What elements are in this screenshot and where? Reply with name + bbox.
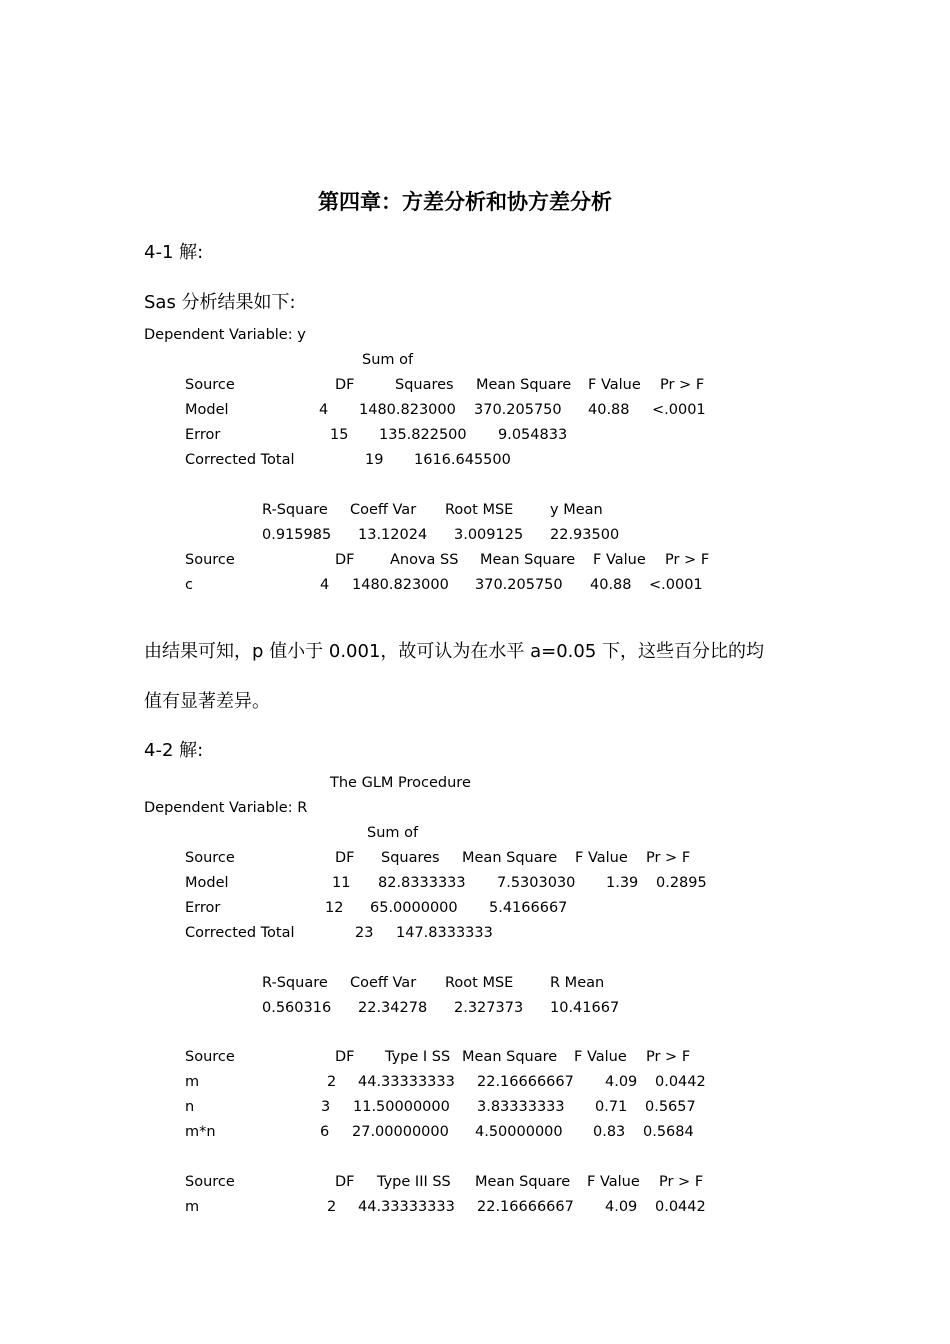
t1-col-source: Source bbox=[185, 1049, 235, 1065]
col-source-2: Source bbox=[185, 850, 235, 866]
t1-row-source: n bbox=[185, 1099, 195, 1115]
page-title: 第四章：方差分析和协方差分析 bbox=[318, 190, 612, 214]
t1-row-p: 0.5684 bbox=[643, 1124, 694, 1140]
sum-of-label: Sum of bbox=[362, 352, 414, 368]
t1-row-df: 6 bbox=[320, 1124, 330, 1140]
t1-row-ms: 4.50000000 bbox=[475, 1124, 563, 1140]
fit-root-mse-value: 3.009125 bbox=[454, 527, 524, 543]
t1-col-df: DF bbox=[335, 1049, 355, 1065]
t3-col-source: Source bbox=[185, 1174, 235, 1190]
t3-row-df: 2 bbox=[327, 1199, 337, 1215]
row-error-ms: 9.054833 bbox=[498, 427, 568, 443]
t1-col-p: Pr > F bbox=[646, 1049, 691, 1065]
row-model-ss-2: 82.8333333 bbox=[378, 875, 466, 891]
conclusion-line-1: 由结果可知，p 值小于 0.001，故可认为在水平 a=0.05 下，这些百分比的均 bbox=[144, 641, 765, 662]
col-mean-square: Mean Square bbox=[476, 377, 572, 393]
fit-root-mse-label-2: Root MSE bbox=[445, 975, 514, 991]
t1-row-f: 4.09 bbox=[605, 1074, 638, 1090]
col-squares: Squares bbox=[395, 377, 454, 393]
fit-r-square-value: 0.915985 bbox=[262, 527, 332, 543]
t3-col-p: Pr > F bbox=[659, 1174, 704, 1190]
row-model-df-2: 11 bbox=[332, 875, 351, 891]
t1-row-f: 0.71 bbox=[595, 1099, 628, 1115]
t1-col-ss: Type I SS bbox=[385, 1049, 451, 1065]
t3-row-ss: 44.33333333 bbox=[358, 1199, 455, 1215]
t1-row-ms: 3.83333333 bbox=[477, 1099, 565, 1115]
sum-of-label-2: Sum of bbox=[367, 825, 419, 841]
row-model-ms: 370.205750 bbox=[474, 402, 562, 418]
row-total-ss: 1616.645500 bbox=[414, 452, 511, 468]
ss-col-source: Source bbox=[185, 552, 235, 568]
ss-row-p: <.0001 bbox=[649, 577, 703, 593]
col-pr-f: Pr > F bbox=[660, 377, 705, 393]
t1-row-df: 2 bbox=[327, 1074, 337, 1090]
col-mean-square-2: Mean Square bbox=[462, 850, 558, 866]
t1-col-f: F Value bbox=[574, 1049, 627, 1065]
row-model-f: 40.88 bbox=[588, 402, 630, 418]
col-df: DF bbox=[335, 377, 355, 393]
row-model-df: 4 bbox=[319, 402, 329, 418]
t3-row-p: 0.0442 bbox=[655, 1199, 706, 1215]
t1-row-df: 3 bbox=[321, 1099, 331, 1115]
row-total-df: 19 bbox=[365, 452, 384, 468]
fit-coeff-var-label: Coeff Var bbox=[350, 502, 417, 518]
fit-r-square-value-2: 0.560316 bbox=[262, 1000, 332, 1016]
t3-col-ms: Mean Square bbox=[475, 1174, 571, 1190]
ss-col-anova-ss: Anova SS bbox=[390, 552, 459, 568]
row-model-ss: 1480.823000 bbox=[359, 402, 456, 418]
ss-row-df: 4 bbox=[320, 577, 330, 593]
t1-row-ss: 44.33333333 bbox=[358, 1074, 455, 1090]
dependent-variable-label-2: Dependent Variable: R bbox=[144, 800, 308, 816]
t3-col-f: F Value bbox=[587, 1174, 640, 1190]
col-f-value-2: F Value bbox=[575, 850, 628, 866]
row-model-f-2: 1.39 bbox=[606, 875, 639, 891]
ss-col-mean-square: Mean Square bbox=[480, 552, 576, 568]
t1-row-ss: 11.50000000 bbox=[353, 1099, 450, 1115]
fit-coeff-var-value-2: 22.34278 bbox=[358, 1000, 428, 1016]
t3-col-df: DF bbox=[335, 1174, 355, 1190]
col-source: Source bbox=[185, 377, 235, 393]
t1-row-p: 0.0442 bbox=[655, 1074, 706, 1090]
t3-row-f: 4.09 bbox=[605, 1199, 638, 1215]
section-heading-4-2: 4-2 解: bbox=[144, 740, 204, 761]
t1-row-source: m*n bbox=[185, 1124, 216, 1140]
row-total-source: Corrected Total bbox=[185, 452, 295, 468]
fit-r-square-label-2: R-Square bbox=[262, 975, 328, 991]
ss-row-ms: 370.205750 bbox=[475, 577, 563, 593]
conclusion-line-2: 值有显著差异。 bbox=[144, 691, 270, 712]
row-model-source-2: Model bbox=[185, 875, 229, 891]
col-df-2: DF bbox=[335, 850, 355, 866]
t1-row-p: 0.5657 bbox=[645, 1099, 696, 1115]
ss-row-source: c bbox=[185, 577, 193, 593]
row-model-source: Model bbox=[185, 402, 229, 418]
ss-col-pr-f: Pr > F bbox=[665, 552, 710, 568]
t1-row-ss: 27.00000000 bbox=[352, 1124, 449, 1140]
fit-mean-label: y Mean bbox=[550, 502, 603, 518]
row-error-ss: 135.822500 bbox=[379, 427, 467, 443]
t3-row-ms: 22.16666667 bbox=[477, 1199, 574, 1215]
col-squares-2: Squares bbox=[381, 850, 440, 866]
ss-row-f: 40.88 bbox=[590, 577, 632, 593]
row-error-df: 15 bbox=[330, 427, 349, 443]
t1-row-source: m bbox=[185, 1074, 200, 1090]
row-error-ss-2: 65.0000000 bbox=[370, 900, 458, 916]
col-f-value: F Value bbox=[588, 377, 641, 393]
ss-row-ss: 1480.823000 bbox=[352, 577, 449, 593]
fit-root-mse-label: Root MSE bbox=[445, 502, 514, 518]
row-model-p-2: 0.2895 bbox=[656, 875, 707, 891]
row-total-ss-2: 147.8333333 bbox=[396, 925, 493, 941]
dependent-variable-label: Dependent Variable: y bbox=[144, 327, 306, 343]
t1-col-ms: Mean Square bbox=[462, 1049, 558, 1065]
fit-coeff-var-value: 13.12024 bbox=[358, 527, 428, 543]
row-error-source: Error bbox=[185, 427, 221, 443]
fit-mean-value: 22.93500 bbox=[550, 527, 620, 543]
row-error-df-2: 12 bbox=[325, 900, 344, 916]
procedure-label: The GLM Procedure bbox=[330, 775, 471, 791]
ss-col-df: DF bbox=[335, 552, 355, 568]
sas-intro-text: Sas 分析结果如下: bbox=[144, 292, 296, 313]
section-heading-4-1: 4-1 解: bbox=[144, 242, 204, 263]
t3-col-ss: Type III SS bbox=[377, 1174, 451, 1190]
fit-root-mse-value-2: 2.327373 bbox=[454, 1000, 524, 1016]
t3-row-source: m bbox=[185, 1199, 200, 1215]
col-pr-f-2: Pr > F bbox=[646, 850, 691, 866]
row-model-ms-2: 7.5303030 bbox=[497, 875, 576, 891]
row-total-source-2: Corrected Total bbox=[185, 925, 295, 941]
fit-mean-label-2: R Mean bbox=[550, 975, 605, 991]
t1-row-ms: 22.16666667 bbox=[477, 1074, 574, 1090]
row-error-source-2: Error bbox=[185, 900, 221, 916]
fit-r-square-label: R-Square bbox=[262, 502, 328, 518]
row-model-p: <.0001 bbox=[652, 402, 706, 418]
row-error-ms-2: 5.4166667 bbox=[489, 900, 568, 916]
row-total-df-2: 23 bbox=[355, 925, 374, 941]
fit-coeff-var-label-2: Coeff Var bbox=[350, 975, 417, 991]
fit-mean-value-2: 10.41667 bbox=[550, 1000, 620, 1016]
t1-row-f: 0.83 bbox=[593, 1124, 626, 1140]
ss-col-f-value: F Value bbox=[593, 552, 646, 568]
